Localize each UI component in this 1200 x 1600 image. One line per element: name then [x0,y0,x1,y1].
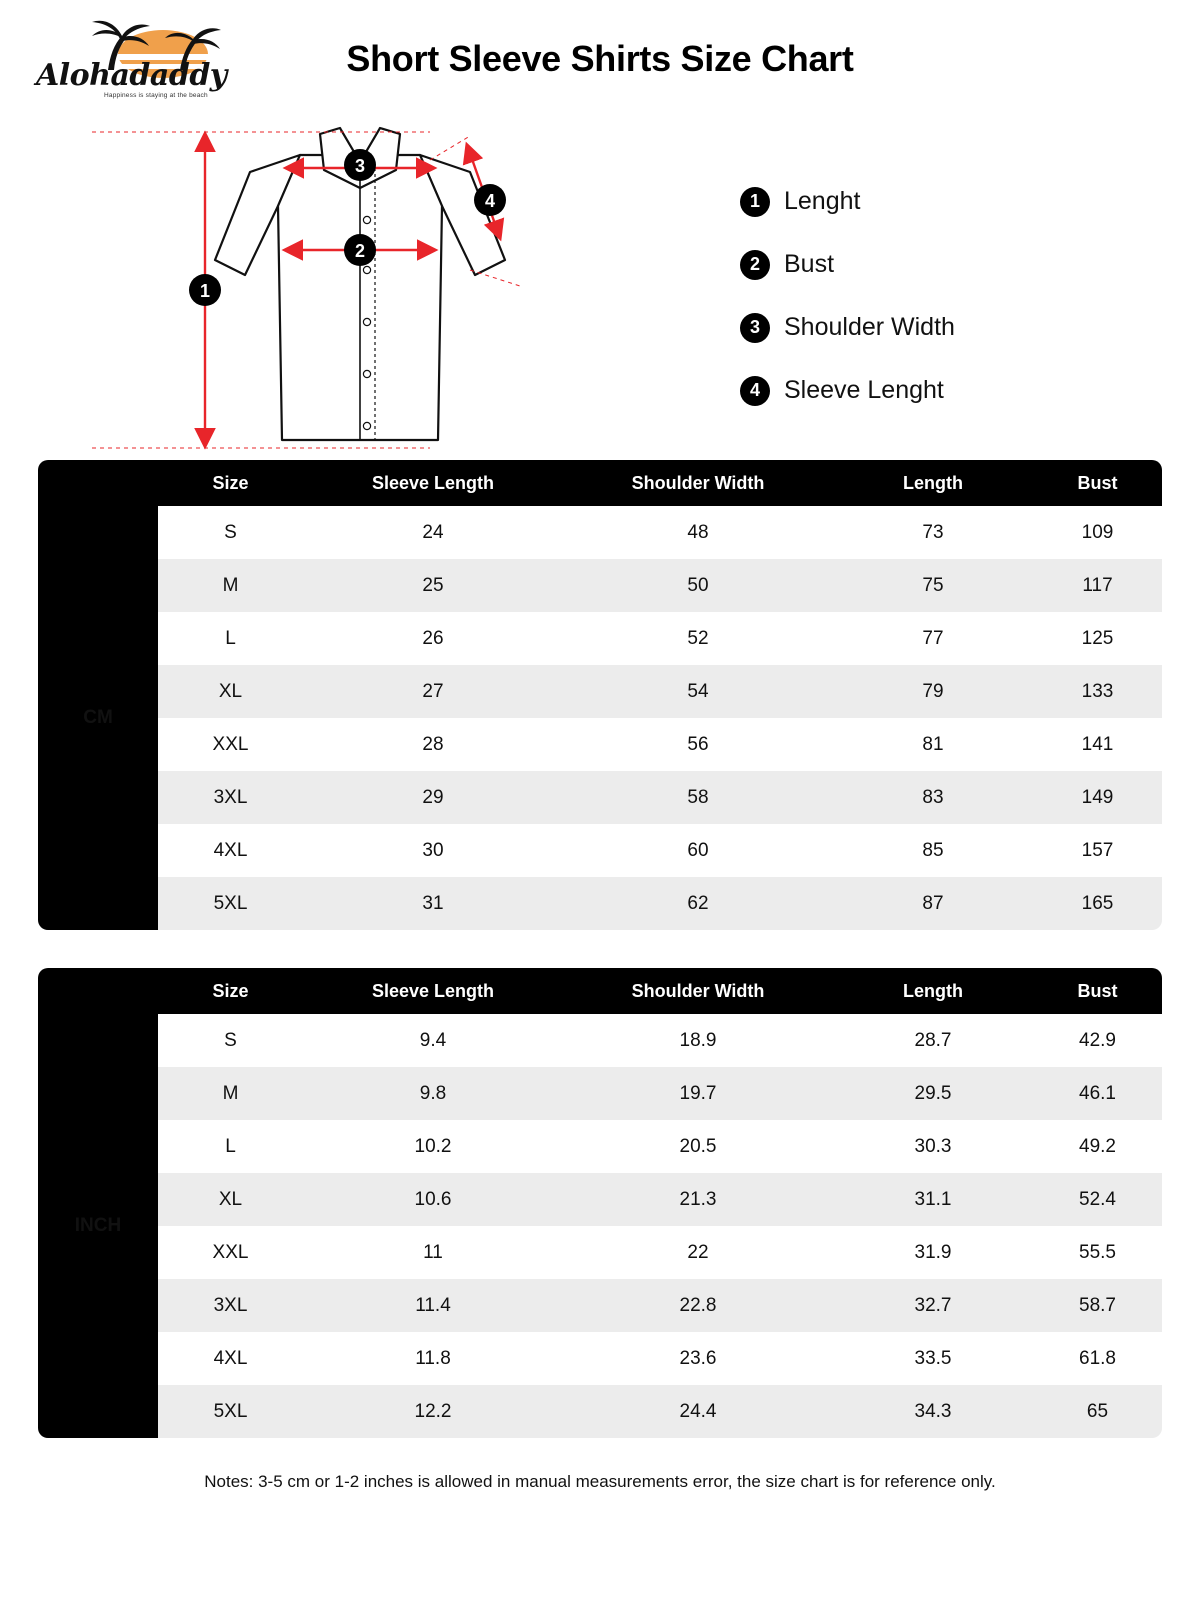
cell-sleeve-length: 30 [303,824,563,877]
legend-item-shoulder-width [740,296,955,359]
legend-item-length [740,170,955,233]
measurement-legend [740,170,955,422]
cell-size: XXL [158,718,303,771]
cell-shoulder-width: 22.8 [563,1279,833,1332]
page-header [0,0,1200,110]
cell-shoulder-width: 24.4 [563,1385,833,1438]
legend-badge-4: 4 [740,376,770,406]
cell-length: 34.3 [833,1385,1033,1438]
table-row [38,1067,1162,1120]
cell-bust: 157 [1033,824,1162,877]
cell-length: 83 [833,771,1033,824]
legend-label-2: Bust [784,250,835,278]
cell-sleeve-length: 12.2 [303,1385,563,1438]
inch-size-table-wrapper [38,968,1162,1438]
brand-tagline: Happiness is staying at the beach [104,92,208,99]
cell-size: M [158,1067,303,1120]
cell-sleeve-length: 11 [303,1226,563,1279]
cell-shoulder-width: 60 [563,824,833,877]
cell-size: L [158,612,303,665]
cell-bust: 49.2 [1033,1120,1162,1173]
short-sleeve-shirt-diagram [0,110,720,460]
cell-shoulder-width: 58 [563,771,833,824]
cell-sleeve-length: 11.8 [303,1332,563,1385]
cell-shoulder-width: 48 [563,506,833,559]
cell-sleeve-length: 25 [303,559,563,612]
cm-size-table-wrapper [38,460,1162,930]
page-title: Short Sleeve Shirts Size Chart [346,38,854,79]
cell-sleeve-length: 11.4 [303,1279,563,1332]
table-header-row [38,968,1162,1014]
svg-text:1: 1 [199,281,211,301]
cell-size: XL [158,1173,303,1226]
brand-name: Alohadaddy [36,58,227,93]
legend-badge-2: 2 [740,250,770,280]
column-header-sleeve-length: Sleeve Length [303,968,563,1014]
cell-shoulder-width: 50 [563,559,833,612]
measurement-diagram [0,110,1200,460]
inch-size-table [38,968,1162,1438]
cell-bust: 52.4 [1033,1173,1162,1226]
cell-size: 4XL [158,824,303,877]
cell-size: S [158,506,303,559]
cell-bust: 125 [1033,612,1162,665]
cell-shoulder-width: 23.6 [563,1332,833,1385]
column-header-length: Length [833,460,1033,506]
column-header-size: Size [158,968,303,1014]
cell-length: 32.7 [833,1279,1033,1332]
cell-bust: 65 [1033,1385,1162,1438]
legend-item-sleeve-length [740,359,955,422]
cell-size: L [158,1120,303,1173]
cell-size: 3XL [158,1279,303,1332]
cell-sleeve-length: 26 [303,612,563,665]
cell-size: 5XL [158,1385,303,1438]
column-header-length: Length [833,968,1033,1014]
measurement-notes: Notes: 3-5 cm or 1-2 inches is allowed in manual measurements error, the size chart is for reference only. [204,1472,996,1491]
column-header-shoulder-width: Shoulder Width [563,968,833,1014]
table-row [38,1014,1162,1067]
cell-shoulder-width: 19.7 [563,1067,833,1120]
table-spacer [0,930,1200,968]
cell-sleeve-length: 10.2 [303,1120,563,1173]
unit-header [38,968,158,1014]
cell-bust: 165 [1033,877,1162,930]
legend-item-bust [740,233,955,296]
cell-length: 77 [833,612,1033,665]
cell-size: 4XL [158,1332,303,1385]
table-row [38,877,1162,930]
cell-sleeve-length: 9.8 [303,1067,563,1120]
cell-shoulder-width: 56 [563,718,833,771]
cell-shoulder-width: 62 [563,877,833,930]
cell-sleeve-length: 24 [303,506,563,559]
unit-header [38,460,158,506]
cell-shoulder-width: 54 [563,665,833,718]
table-row [38,1385,1162,1438]
cell-length: 31.1 [833,1173,1033,1226]
cm-size-table [38,460,1162,930]
legend-label-4: Sleeve Lenght [784,376,944,404]
cell-shoulder-width: 52 [563,612,833,665]
cell-shoulder-width: 22 [563,1226,833,1279]
cell-bust: 61.8 [1033,1332,1162,1385]
cell-size: 3XL [158,771,303,824]
svg-text:4: 4 [484,191,496,211]
table-row [38,506,1162,559]
legend-label-3: Shoulder Width [784,313,955,341]
cell-shoulder-width: 18.9 [563,1014,833,1067]
cell-bust: 58.7 [1033,1279,1162,1332]
cell-size: XL [158,665,303,718]
cell-bust: 42.9 [1033,1014,1162,1067]
column-header-shoulder-width: Shoulder Width [563,460,833,506]
cell-bust: 55.5 [1033,1226,1162,1279]
table-row [38,1332,1162,1385]
cell-sleeve-length: 28 [303,718,563,771]
cell-length: 31.9 [833,1226,1033,1279]
cell-size: M [158,559,303,612]
cell-length: 75 [833,559,1033,612]
table-row [38,771,1162,824]
table-row [38,1226,1162,1279]
cell-length: 73 [833,506,1033,559]
table-row [38,1279,1162,1332]
column-header-bust: Bust [1033,460,1162,506]
svg-text:3: 3 [354,156,366,176]
cell-length: 33.5 [833,1332,1033,1385]
legend-badge-3: 3 [740,313,770,343]
column-header-bust: Bust [1033,968,1162,1014]
cell-size: S [158,1014,303,1067]
cell-bust: 133 [1033,665,1162,718]
cell-length: 85 [833,824,1033,877]
cell-length: 87 [833,877,1033,930]
unit-label-cm: CM [38,506,158,930]
table-row [38,1173,1162,1226]
cell-sleeve-length: 9.4 [303,1014,563,1067]
table-row [38,718,1162,771]
legend-label-1: Lenght [784,187,861,215]
cell-shoulder-width: 21.3 [563,1173,833,1226]
cell-length: 81 [833,718,1033,771]
svg-text:2: 2 [354,241,366,261]
legend-badge-1: 1 [740,187,770,217]
column-header-size: Size [158,460,303,506]
table-header-row [38,460,1162,506]
cell-length: 28.7 [833,1014,1033,1067]
cell-length: 79 [833,665,1033,718]
cell-size: XXL [158,1226,303,1279]
cell-bust: 46.1 [1033,1067,1162,1120]
cell-shoulder-width: 20.5 [563,1120,833,1173]
cell-bust: 141 [1033,718,1162,771]
cell-bust: 117 [1033,559,1162,612]
cell-length: 30.3 [833,1120,1033,1173]
cell-sleeve-length: 31 [303,877,563,930]
cell-sleeve-length: 27 [303,665,563,718]
cell-length: 29.5 [833,1067,1033,1120]
cell-sleeve-length: 10.6 [303,1173,563,1226]
table-row [38,612,1162,665]
cell-bust: 149 [1033,771,1162,824]
cell-size: 5XL [158,877,303,930]
column-header-sleeve-length: Sleeve Length [303,460,563,506]
cell-bust: 109 [1033,506,1162,559]
table-row [38,559,1162,612]
table-row [38,665,1162,718]
cell-sleeve-length: 29 [303,771,563,824]
unit-label-inch: INCH [38,1014,158,1438]
table-row [38,824,1162,877]
table-row [38,1120,1162,1173]
